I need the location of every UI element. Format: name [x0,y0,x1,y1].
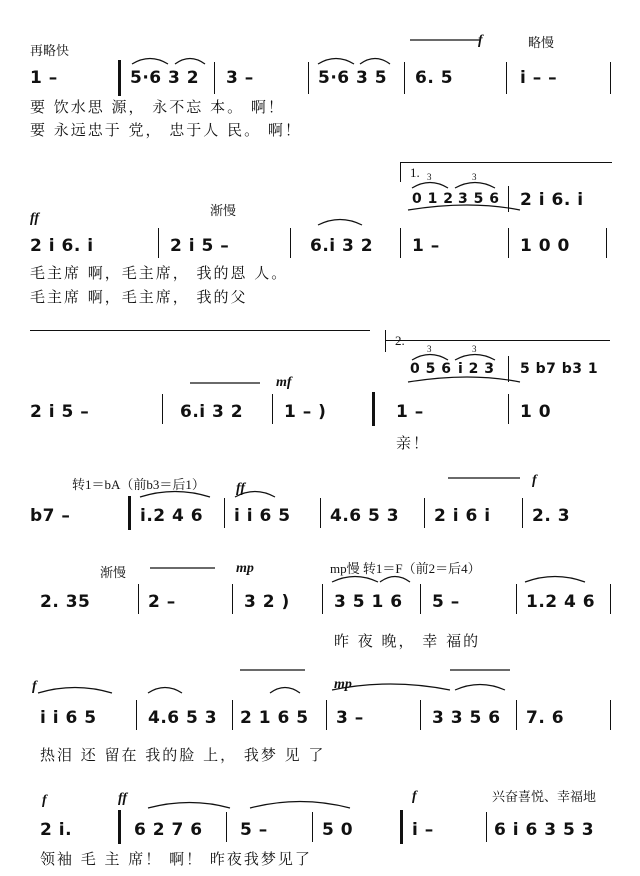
dynamic-f: f [32,679,37,694]
measure-notes: 2 i 5 – [30,402,90,422]
barline [162,394,163,424]
svg-text:3: 3 [427,172,432,182]
measure-notes: 2 i. [40,820,73,840]
dynamic-ff: ff [236,481,246,496]
measure-notes: 2 i 6. i [520,190,584,210]
tempo-mark-slower: 略慢 [528,35,555,50]
measure-notes: i i 6 5 [40,708,97,728]
barline [400,810,403,844]
dynamic-f: f [42,793,47,808]
dynamic-f: f [532,473,537,488]
lyric-line-1: 昨 夜 晚， 幸 福的 [334,632,481,650]
barline [326,700,327,730]
barline [610,584,611,614]
barline [138,584,139,614]
barline [508,186,509,212]
measure-notes: 5 0 [322,820,354,840]
measure-notes: 1 0 0 [520,236,570,256]
measure-notes: 2 i 6 i [434,506,491,526]
dynamic-f: f [478,33,483,48]
barline [322,584,323,614]
svg-text:3: 3 [427,344,432,354]
svg-text:3: 3 [472,172,477,182]
barline [516,584,517,614]
barline [118,60,121,96]
expression-mark: 兴奋喜悦、幸福地 [492,789,597,804]
tempo-mark-faster: 再略快 [30,43,70,58]
barline [224,498,225,528]
barline [128,496,131,530]
dynamic-f: f [412,789,417,804]
key-change-mark: 转1＝bA（前b3＝后1） [72,477,205,492]
measure-notes: 2. 35 [40,592,91,612]
barline [272,394,273,424]
dynamic-ff: ff [118,791,128,806]
measure-notes: 2 i 5 – [170,236,230,256]
barline [506,62,507,94]
lyric-line-1: 热泪 还 留在 我的脸 上， 我梦 见 了 [40,746,326,764]
measure-notes: 3 – [226,68,254,88]
barline [610,700,611,730]
volta-bracket [400,162,612,163]
dynamic-mf: mf [276,375,292,390]
measure-notes: 5 – [432,592,460,612]
measure-notes: 1 – [412,236,440,256]
measure-notes: 2 – [148,592,176,612]
barline [610,62,611,94]
triplet-notes: 0 1 2 [412,191,454,207]
measure-notes: 1 – ) [284,402,327,422]
measure-notes: 4.6 5 3 [148,708,218,728]
barline [308,62,309,94]
barline [516,700,517,730]
volta-bracket-edge [400,162,401,182]
barline [508,394,509,424]
barline [136,700,137,730]
repeat-barline [372,392,375,426]
triplet-notes: 0 5 6 [410,361,452,377]
tempo-mark-ritardando: 渐慢 [210,203,237,218]
barline [290,228,291,258]
barline [232,700,233,730]
measure-notes: 5·6 3 2 [130,68,200,88]
triplet-notes: i 2 3 [458,361,495,377]
dynamic-ff: ff [30,211,40,226]
barline [320,498,321,528]
measure-notes: 3 3 5 6 [432,708,501,728]
barline [486,812,487,842]
key-change-mark: mp慢 转1＝F（前2＝后4） [330,561,481,576]
lyric-line-2: 毛主席 啊，毛主席， 我的父 [30,288,248,306]
volta-2: 2. [395,333,405,348]
barline [420,584,421,614]
dynamic-mp: mp [236,561,254,576]
volta-bracket [385,340,610,341]
measure-notes: 6.i 3 2 [180,402,244,422]
barline [522,498,523,528]
barline [508,228,509,258]
barline [508,356,509,382]
measure-notes: 5 b7 b3 1 [520,361,599,377]
measure-notes: 5 – [240,820,268,840]
barline [214,62,215,94]
measure-notes: 6.i 3 2 [310,236,374,256]
measure-notes: b7 – [30,506,71,526]
measure-notes: 3 2 ) [244,592,290,612]
barline [606,228,607,258]
measure-notes: i – – [520,68,558,88]
barline [400,228,401,258]
lyric-line-2: 要 永远忠于 党， 忠于人 民。 啊！ [30,121,302,139]
barline [158,228,159,258]
measure-notes: 3 – [336,708,364,728]
measure-notes: 2 1 6 5 [240,708,309,728]
measure-notes: i.2 4 6 [140,506,204,526]
barline [424,498,425,528]
measure-notes: 6 i 6 3 5 3 [494,820,595,840]
measure-notes: 2. 3 [532,506,571,526]
dynamic-mp: mp [334,677,352,692]
barline [312,812,313,842]
measure-notes: 3 5 1 6 [334,592,403,612]
measure-notes: i i 6 5 [234,506,291,526]
measure-notes: 5·6 3 5 [318,68,388,88]
barline [118,810,121,844]
measure-notes: i – [412,820,434,840]
barline [232,584,233,614]
measure-notes: 6 2 7 6 [134,820,203,840]
tempo-mark-ritardando: 渐慢 [100,565,127,580]
measure-notes: 4.6 5 3 [330,506,400,526]
measure-notes: 1.2 4 6 [526,592,596,612]
lyric-line-1: 要 饮水思 源， 永不忘 本。 啊！ [30,98,285,116]
measure-notes: 1 – [396,402,424,422]
barline [404,62,405,94]
lyric-line-1: 领袖 毛 主 席！ 啊！ 昨夜我梦见了 [40,850,312,868]
lyric-line-1: 亲！ [396,434,431,452]
volta-bracket-edge [385,330,386,352]
measure-notes: 6. 5 [415,68,454,88]
measure-notes: 2 i 6. i [30,236,94,256]
triplet-notes: 3 5 6 [458,191,500,207]
barline [226,812,227,842]
volta-1: 1. [410,165,420,180]
measure-notes: 7. 6 [526,708,565,728]
measure-notes: 1 – [30,68,58,88]
svg-text:3: 3 [472,344,477,354]
barline [420,700,421,730]
measure-notes: 1 0 [520,402,552,422]
separator-line [30,330,370,331]
lyric-line-1: 毛主席 啊，毛主席， 我的恩 人。 [30,264,289,282]
